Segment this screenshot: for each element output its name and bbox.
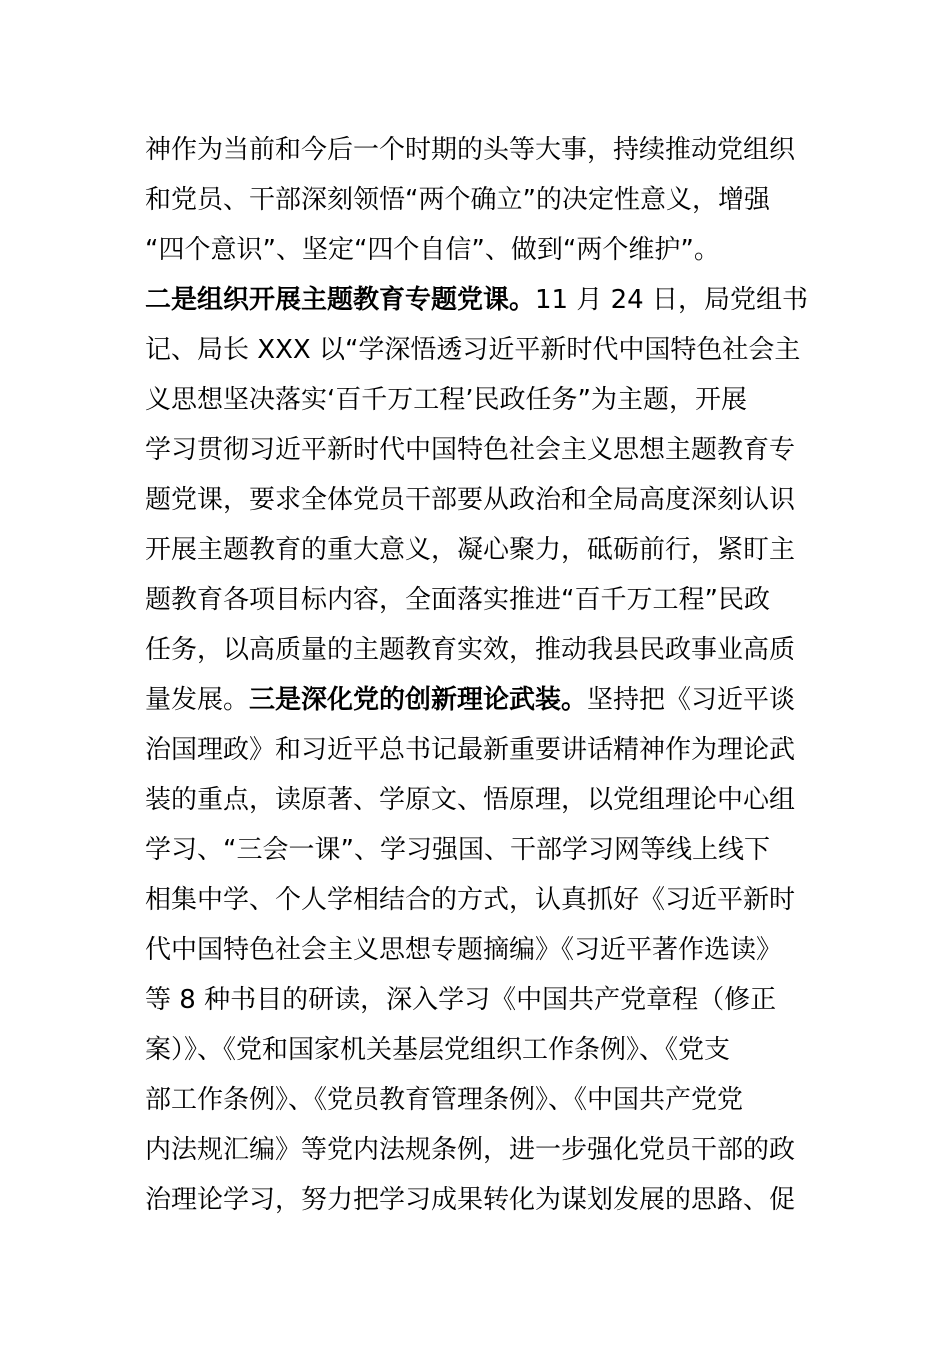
body-text-segment: 内法规汇编》等党内法规条例，进一步强化党员干部的政 bbox=[145, 1135, 796, 1165]
body-text-segment: 题教育各项目标内容，全面落实推进“百千万工程”民政 bbox=[145, 585, 770, 615]
body-text-segment: 开展主题教育的重大意义，凝心聚力，砥砺前行，紧盯主 bbox=[145, 535, 796, 565]
text-line bbox=[145, 875, 810, 925]
body-text-segment: 11 月 24 日，局党组书 bbox=[535, 285, 808, 315]
bold-heading-text: 二是组织开展主题教育专题党课。 bbox=[145, 285, 536, 315]
body-text-segment: 代中国特色社会主义思想专题摘编》《习近平著作选读》 bbox=[145, 935, 783, 965]
text-line bbox=[145, 1125, 810, 1175]
body-text-segment: 记、局长 XXX 以“学深悟透习近平新时代中国特色社会主 bbox=[145, 335, 801, 365]
body-text-segment: 治国理政》和习近平总书记最新重要讲话精神作为理论武 bbox=[145, 735, 796, 765]
body-text-segment: “四个意识”、坚定“四个自信”、做到“两个维护”。 bbox=[145, 235, 720, 265]
body-text-segment: 义思想坚决落实‘百千万工程’民政任务”为主题，开展 bbox=[145, 385, 747, 415]
body-text-segment: 任务，以高质量的主题教育实效，推动我县民政事业高质 bbox=[145, 635, 796, 665]
text-line bbox=[145, 125, 810, 175]
body-text-segment: 题党课，要求全体党员干部要从政治和全局高度深刻认识 bbox=[145, 485, 796, 515]
text-line bbox=[145, 475, 810, 525]
text-line bbox=[145, 1075, 810, 1125]
body-paragraph bbox=[145, 125, 810, 1225]
body-text-segment: 治理论学习，努力把学习成果转化为谋划发展的思路、促 bbox=[145, 1185, 796, 1215]
body-text-segment: 量发展。 bbox=[145, 685, 250, 715]
text-line bbox=[145, 675, 810, 725]
bold-heading-text: 三是深化党的创新理论武装。 bbox=[249, 685, 588, 715]
text-line bbox=[145, 725, 810, 775]
text-line bbox=[145, 775, 810, 825]
text-line bbox=[145, 225, 810, 275]
body-text-segment: 学习、“三会一课”、学习强国、干部学习网等线上线下 bbox=[145, 835, 770, 865]
text-line bbox=[145, 975, 810, 1025]
body-text-segment: 相集中学、个人学相结合的方式，认真抓好《习近平新时 bbox=[145, 885, 796, 915]
body-text-segment: 和党员、干部深刻领悟“两个确立”的决定性意义，增强 bbox=[145, 185, 770, 215]
body-text-segment: 神作为当前和今后一个时期的头等大事，持续推动党组织 bbox=[145, 135, 796, 165]
text-line bbox=[145, 325, 810, 375]
body-text-segment: 等 8 种书目的研读，深入学习《中国共产党章程（修正 bbox=[145, 985, 777, 1015]
body-text-segment: 装的重点，读原著、学原文、悟原理，以党组理论中心组 bbox=[145, 785, 796, 815]
body-text-segment: 案）》、《党和国家机关基层党组织工作条例》、《党支 bbox=[145, 1035, 731, 1065]
text-line bbox=[145, 625, 810, 675]
text-line bbox=[145, 275, 810, 325]
body-text-segment: 学习贯彻习近平新时代中国特色社会主义思想主题教育专 bbox=[145, 435, 796, 465]
text-line bbox=[145, 375, 810, 425]
text-line bbox=[145, 525, 810, 575]
text-line bbox=[145, 175, 810, 225]
text-line bbox=[145, 925, 810, 975]
body-text-segment: 坚持把《习近平谈 bbox=[587, 685, 796, 715]
body-text-segment: 部工作条例》、《党员教育管理条例》、《中国共产党党 bbox=[145, 1085, 744, 1115]
text-line bbox=[145, 575, 810, 625]
text-line bbox=[145, 1175, 810, 1225]
text-line bbox=[145, 1025, 810, 1075]
text-line bbox=[145, 825, 810, 875]
text-line bbox=[145, 425, 810, 475]
